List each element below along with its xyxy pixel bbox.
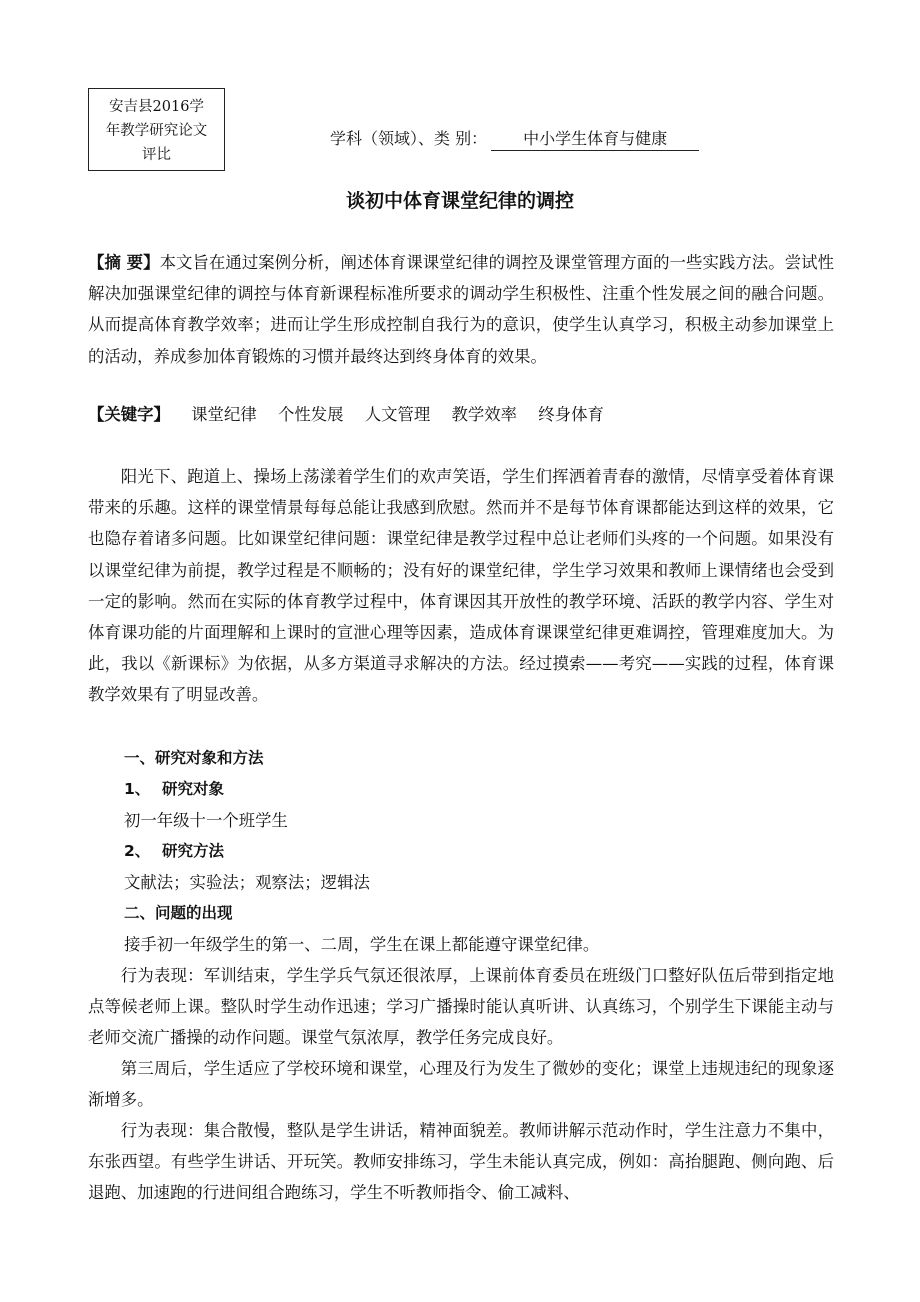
competition-line-1: 安吉县2016学 <box>109 99 204 115</box>
keyword-item: 人文管理 <box>364 405 431 424</box>
abstract-text: 本文旨在通过案例分析，阐述体育课课堂纪律的调控及课堂管理方面的一些实践方法。尝试性解决加强课堂纪律的调控与体育新课程标准所要求的调动学生积极性、注重个性发展之间的融合问题。从而提高体育教学效率；进而让学生形成控制自我行为的意识，使学生认真学习，积极主动参加课堂上的活动，养成参加体育锻炼的习惯并最终达到终身体育的效果。 <box>88 253 834 366</box>
subsection-number: 1、 <box>124 780 151 798</box>
page-title: 谈初中体育课堂纪律的调控 <box>345 190 574 212</box>
section-heading-1: 一、研究对象和方法 <box>124 749 264 767</box>
keyword-item: 课堂纪律 <box>191 405 257 424</box>
keywords <box>88 399 834 430</box>
subsection-title: 研究对象 <box>162 780 225 798</box>
subsection-heading-1 <box>124 774 870 805</box>
body-paragraph: 行为表现：军训结束，学生学兵气氛还很浓厚，上课前体育委员在班级门口整好队伍后带到指定地点等候老师上课。整队时学生动作迅速；学习广播操时能认真听讲、认真练习，个别学生下课能主动与老师交流广播操的动作问题。课堂气氛浓厚，教学任务完成良好。 <box>88 966 834 1048</box>
section-heading-2: 二、问题的出现 <box>124 904 233 922</box>
keyword-item: 终身体育 <box>538 405 604 424</box>
body-paragraph: 第三周后，学生适应了学校环境和课堂，心理及行为发生了微妙的变化；课堂上违规违纪的现象逐渐增多。 <box>88 1059 834 1110</box>
keywords-label: 【关键字】 <box>88 405 170 424</box>
subsection-heading-2 <box>124 836 870 867</box>
subject-value: 中小学生体育与健康 <box>491 129 699 151</box>
subsection-text-1: 初一年级十一个班学生 <box>124 811 288 830</box>
subsection-number: 2、 <box>124 842 151 860</box>
abstract-label: 【摘 要】 <box>88 253 160 272</box>
keyword-item: 教学效率 <box>451 405 518 424</box>
body-paragraph: 接手初一年级学生的第一、二周，学生在课上都能遵守课堂纪律。 <box>124 935 600 954</box>
subsection-text-2: 文献法；实验法；观察法；逻辑法 <box>124 873 370 892</box>
keyword-item: 个性发展 <box>277 405 344 424</box>
abstract <box>88 247 834 372</box>
competition-line-2: 年教学研究论文 <box>105 123 208 139</box>
competition-line-3: 评比 <box>142 147 171 163</box>
body-paragraph: 行为表现：集合散慢，整队是学生讲话，精神面貌差。教师讲解示范动作时，学生注意力不集中，东张西望。有些学生讲话、开玩笑。教师安排练习，学生未能认真完成，例如：高抬腿跑、侧向跑、后退跑、加速跑的行进间组合跑练习，学生不听教师指令、偷工减料、 <box>88 1121 834 1203</box>
subject-line <box>330 126 699 151</box>
subject-label: 学科（领域）、类 别： <box>330 129 488 148</box>
competition-box <box>88 88 225 171</box>
intro-paragraph: 阳光下、跑道上、操场上荡漾着学生们的欢声笑语，学生们挥洒着青春的激情，尽情享受着体育课带来的乐趣。这样的课堂情景每每总能让我感到欣慰。然而并不是每节体育课都能达到这样的效果，它也隐存着诸多问题。比如课堂纪律问题：课堂纪律是教学过程中总让老师们头疼的一个问题。如果没有以课堂纪律为前提，教学过程是不顺畅的；没有好的课堂纪律，学生学习效果和教师上课情绪也会受到一定的影响。然而在实际的体育教学过程中，体育课因其开放性的教学环境、活跃的教学内容、学生对体育课功能的片面理解和上课时的宣泄心理等因素，造成体育课课堂纪律更难调控，管理难度加大。为此，我以《新课标》为依据，从多方渠道寻求解决的方法。经过摸索——考究——实践的过程，体育课教学效果有了明显改善。 <box>88 467 834 705</box>
subsection-title: 研究方法 <box>162 842 225 860</box>
